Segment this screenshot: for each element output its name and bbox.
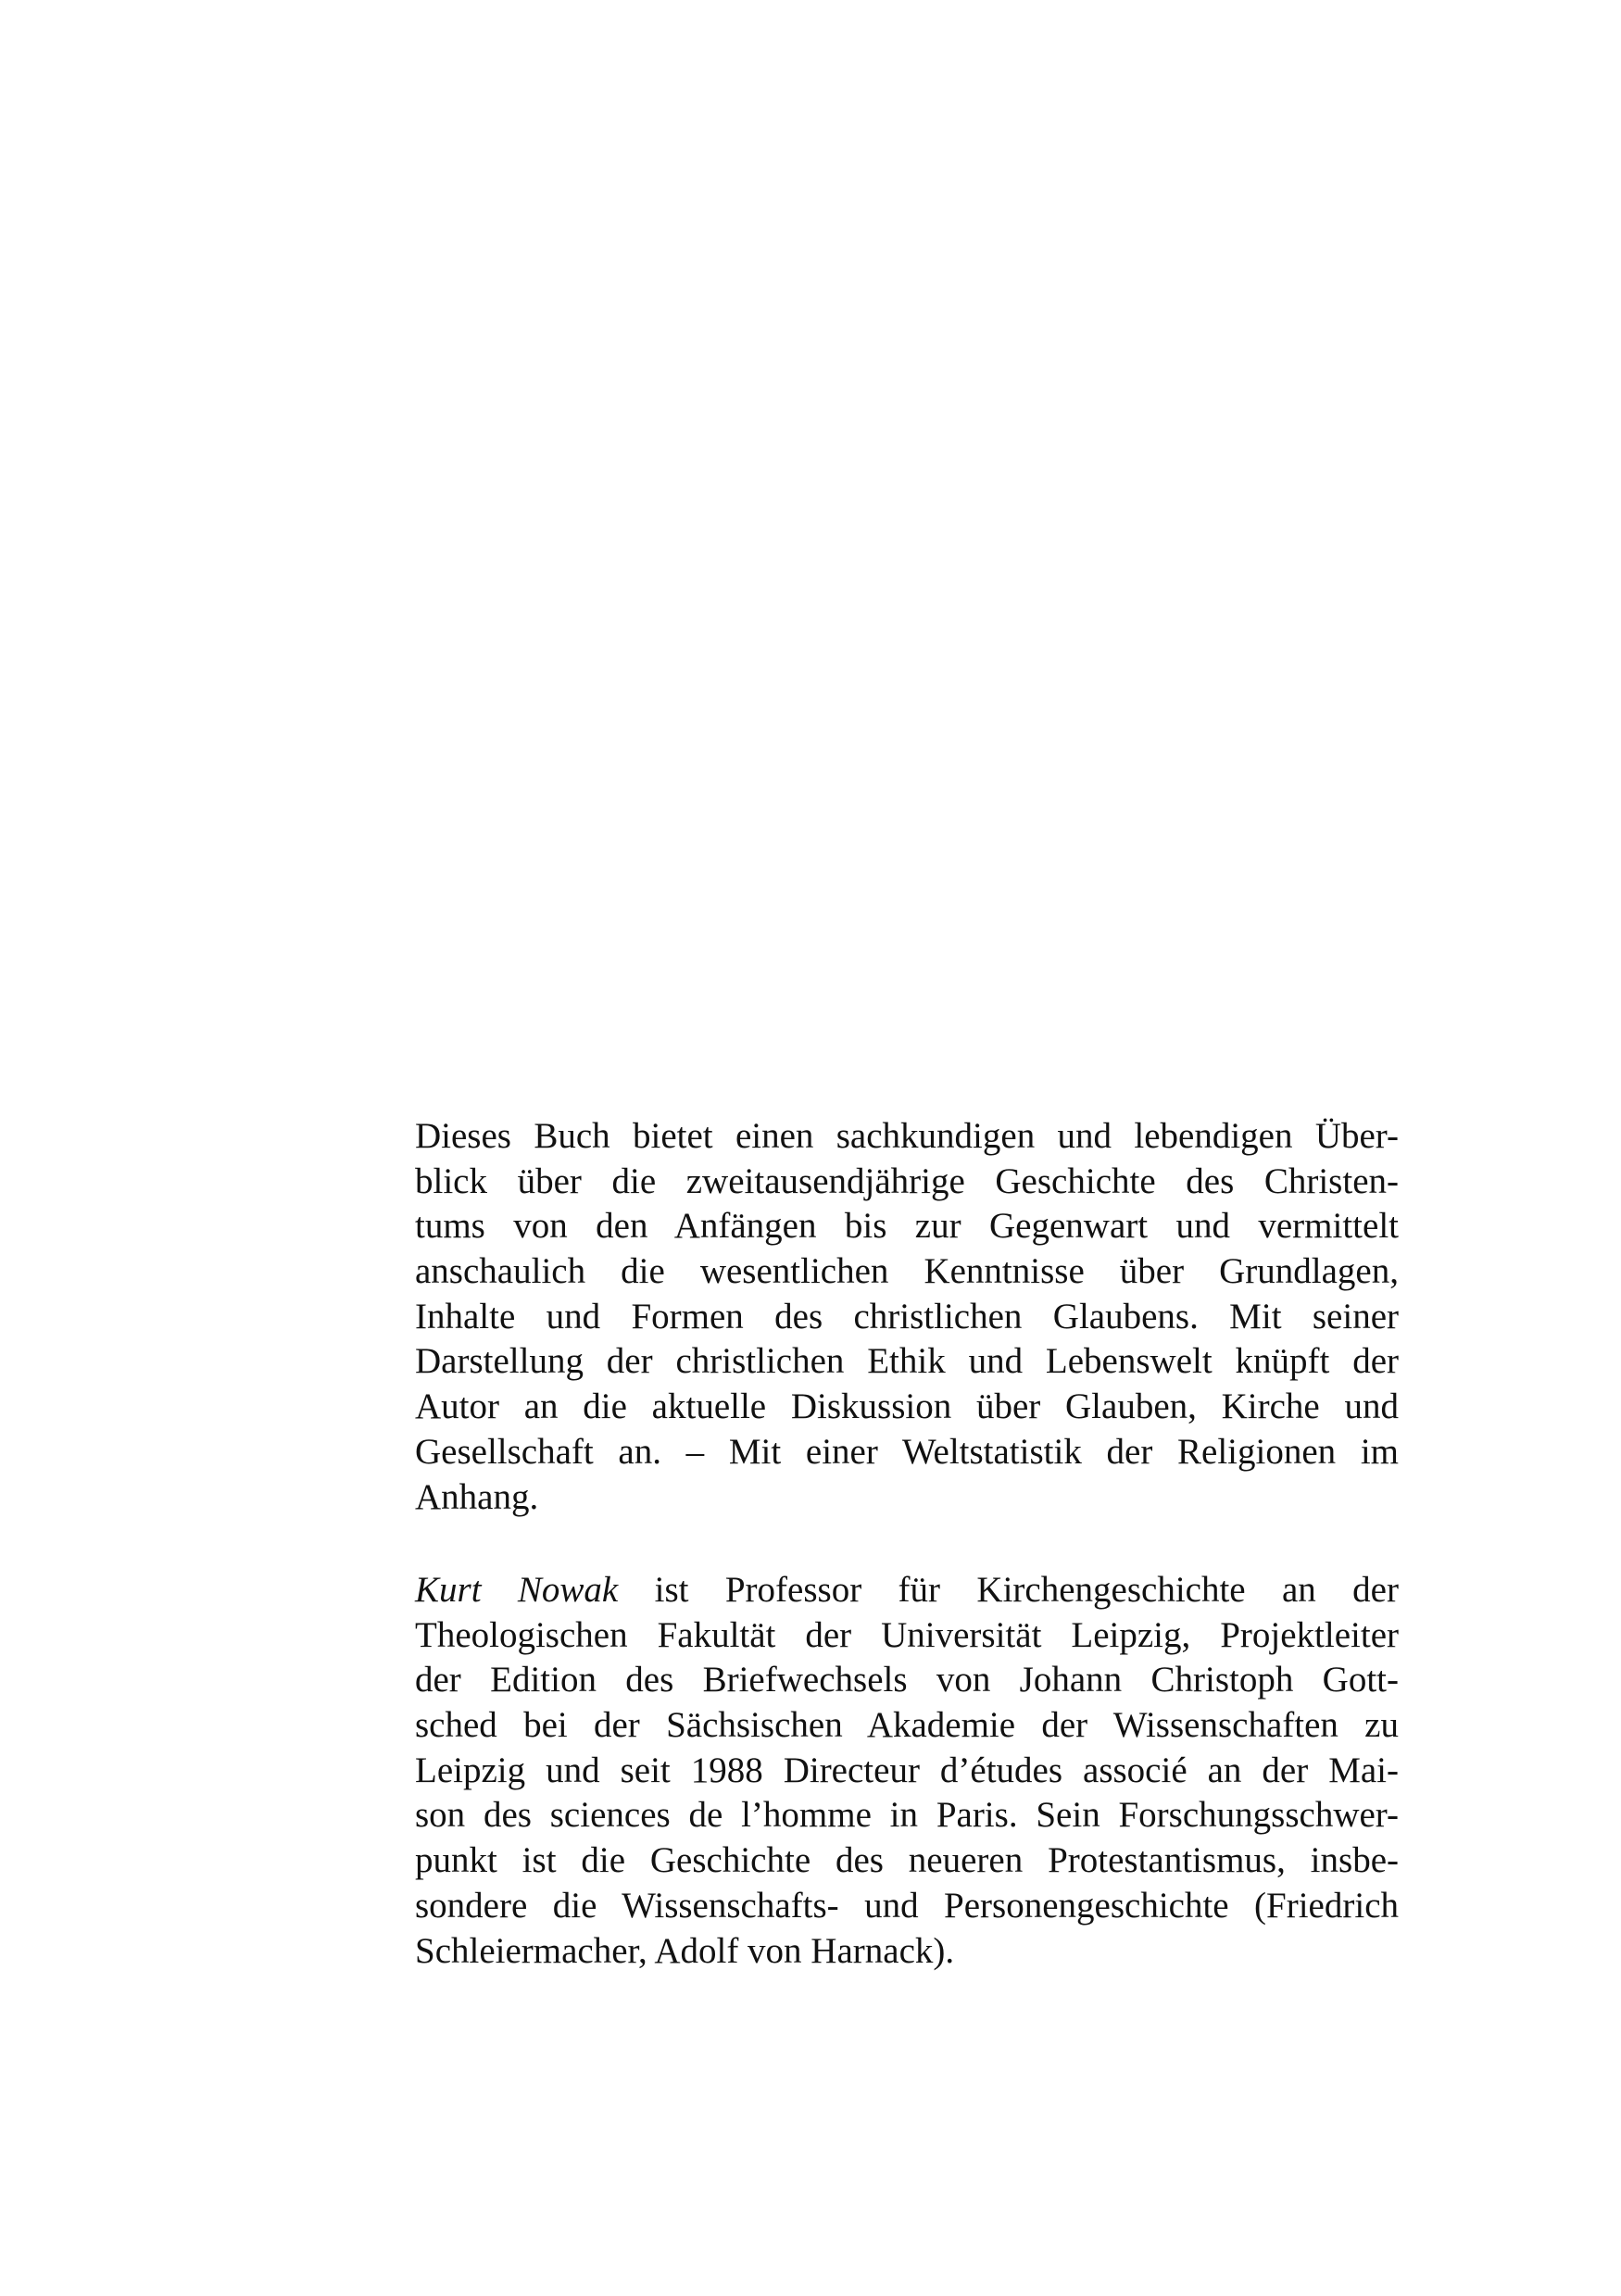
bio-first-line-text: ist Professor für Kirchengeschichte an der bbox=[618, 1570, 1399, 1610]
bio-line: sondere die Wissenschafts- und Personengeschichte (Friedrich bbox=[415, 1885, 1399, 1926]
bio-line: Leipzig und seit 1988 Directeur d’études associé an der Mai- bbox=[415, 1750, 1399, 1790]
bio-line: sched bei der Sächsischen Akademie der Wissenschaften zu bbox=[415, 1705, 1399, 1746]
bio-line: Schleiermacher, Adolf von Harnack). bbox=[415, 1930, 955, 1971]
blurb-line: tums von den Anfängen bis zur Gegenwart und vermittelt bbox=[415, 1206, 1399, 1247]
bio-first-line bbox=[415, 1568, 1399, 1613]
author-name: Kurt Nowak bbox=[415, 1570, 619, 1610]
blurb-line: Inhalte und Formen des christlichen Glaubens. Mit seiner bbox=[415, 1296, 1399, 1336]
blurb-line: Dieses Buch bietet einen sachkundigen und lebendigen Über- bbox=[415, 1116, 1399, 1156]
blurb-line: blick über die zweitausendjährige Geschichte des Christen- bbox=[415, 1161, 1399, 1201]
bio-line: Theologischen Fakultät der Universität Leipzig, Projektleiter bbox=[415, 1614, 1399, 1655]
blurb-line: Gesellschaft an. – Mit einer Weltstatistik der Religionen im bbox=[415, 1431, 1399, 1472]
blurb-line: Darstellung der christlichen Ethik und Lebenswelt knüpft der bbox=[415, 1341, 1399, 1382]
bio-line: son des sciences de l’homme in Paris. Sein Forschungsschwer- bbox=[415, 1795, 1399, 1836]
author-biography bbox=[415, 1568, 1399, 1974]
bio-line: der Edition des Briefwechsels von Johann Christoph Gott- bbox=[415, 1660, 1399, 1700]
blurb-line: Anhang. bbox=[415, 1476, 539, 1517]
blurb-line: Autor an die aktuelle Diskussion über Glauben, Kirche und bbox=[415, 1386, 1399, 1427]
bio-line: punkt ist die Geschichte des neueren Protestantismus, insbe- bbox=[415, 1840, 1399, 1881]
blurb-line: anschaulich die wesentlichen Kenntnisse über Grundlagen, bbox=[415, 1251, 1399, 1292]
book-blurb bbox=[415, 1114, 1399, 1520]
